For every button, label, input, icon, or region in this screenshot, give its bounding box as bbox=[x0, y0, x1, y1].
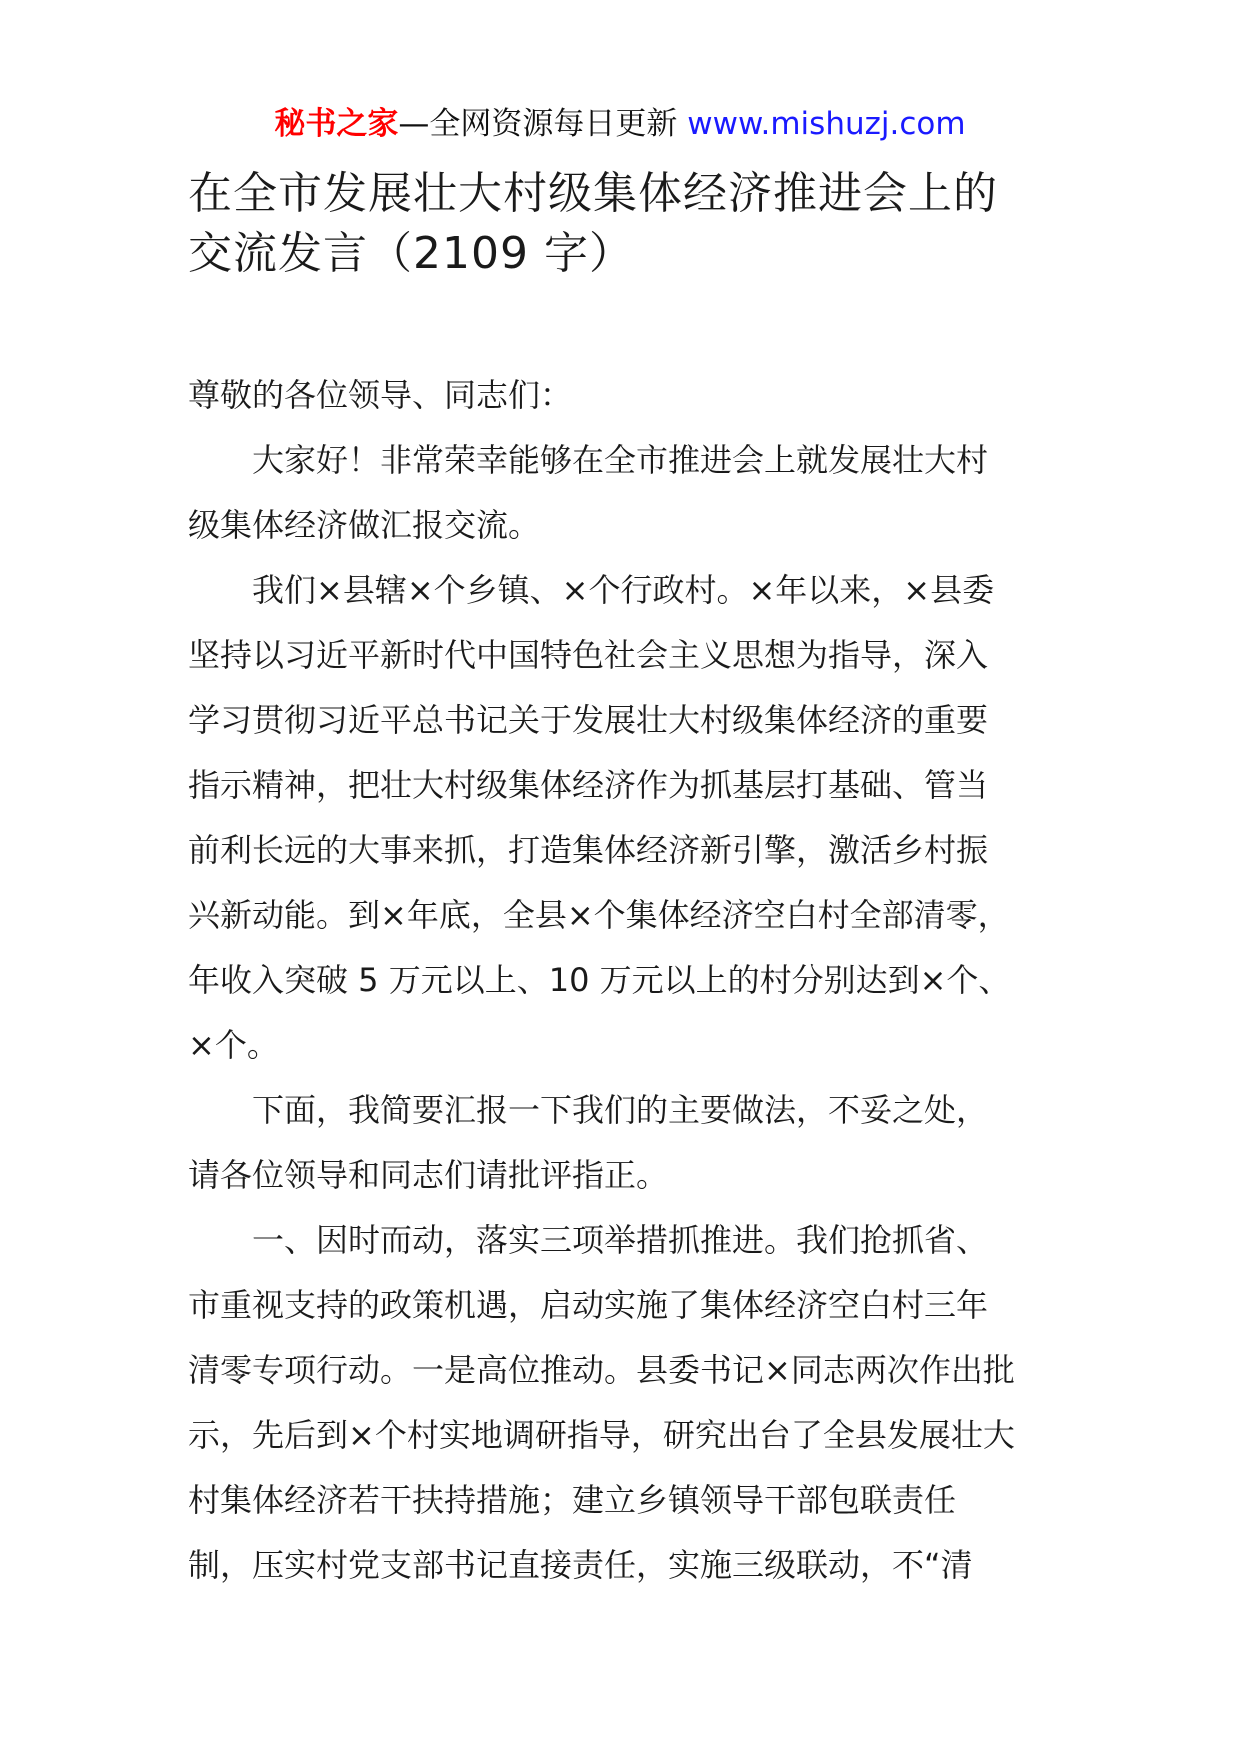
site-banner bbox=[0, 104, 1240, 144]
body-line: 指示精神，把壮大村级集体经济作为抓基层打基础、管当 bbox=[188, 766, 989, 804]
banner-tagline: —全网资源每日更新 bbox=[398, 106, 678, 142]
salutation: 尊敬的各位领导、同志们： bbox=[188, 376, 573, 414]
brand-name: 秘书之家 bbox=[274, 106, 399, 142]
body-line: 制，压实村党支部书记直接责任，实施三级联动，不“清 bbox=[188, 1546, 973, 1584]
title-line-1: 在全市发展壮大村级集体经济推进会上的 bbox=[188, 168, 998, 219]
title-line-2: 交流发言（2109 字） bbox=[188, 228, 634, 279]
body-line: 村集体经济若干扶持措施；建立乡镇领导干部包联责任 bbox=[188, 1481, 957, 1519]
body-line: 年收入突破 5 万元以上、10 万元以上的村分别达到×个、 bbox=[188, 961, 1011, 999]
body-line: 请各位领导和同志们请批评指正。 bbox=[188, 1156, 669, 1194]
section-heading-line: 一、因时而动，落实三项举措抓推进。我们抢抓省、 bbox=[188, 1221, 989, 1259]
body-line: 大家好！非常荣幸能够在全市推进会上就发展壮大村 bbox=[188, 441, 989, 479]
body-line: 示，先后到×个村实地调研指导，研究出台了全县发展壮大 bbox=[188, 1416, 1015, 1454]
document-title bbox=[188, 164, 1068, 284]
body-line: 我们×县辖×个乡镇、×个行政村。×年以来，×县委 bbox=[188, 571, 995, 609]
body-line: 学习贯彻习近平总书记关于发展壮大村级集体经济的重要 bbox=[188, 701, 989, 739]
body-line: 兴新动能。到×年底，全县×个集体经济空白村全部清零， bbox=[188, 896, 1010, 934]
document-body bbox=[188, 363, 1068, 1598]
body-line: 坚持以习近平新时代中国特色社会主义思想为指导，深入 bbox=[188, 636, 989, 674]
site-url-link[interactable]: www.mishuzj.com bbox=[687, 106, 966, 142]
body-line: 下面，我简要汇报一下我们的主要做法，不妥之处， bbox=[188, 1091, 989, 1129]
body-line: 前利长远的大事来抓，打造集体经济新引擎，激活乡村振 bbox=[188, 831, 989, 869]
body-line: 级集体经济做汇报交流。 bbox=[188, 506, 541, 544]
body-line: 清零专项行动。一是高位推动。县委书记×同志两次作出批 bbox=[188, 1351, 1015, 1389]
body-line: ×个。 bbox=[188, 1026, 279, 1064]
body-line: 市重视支持的政策机遇，启动实施了集体经济空白村三年 bbox=[188, 1286, 989, 1324]
